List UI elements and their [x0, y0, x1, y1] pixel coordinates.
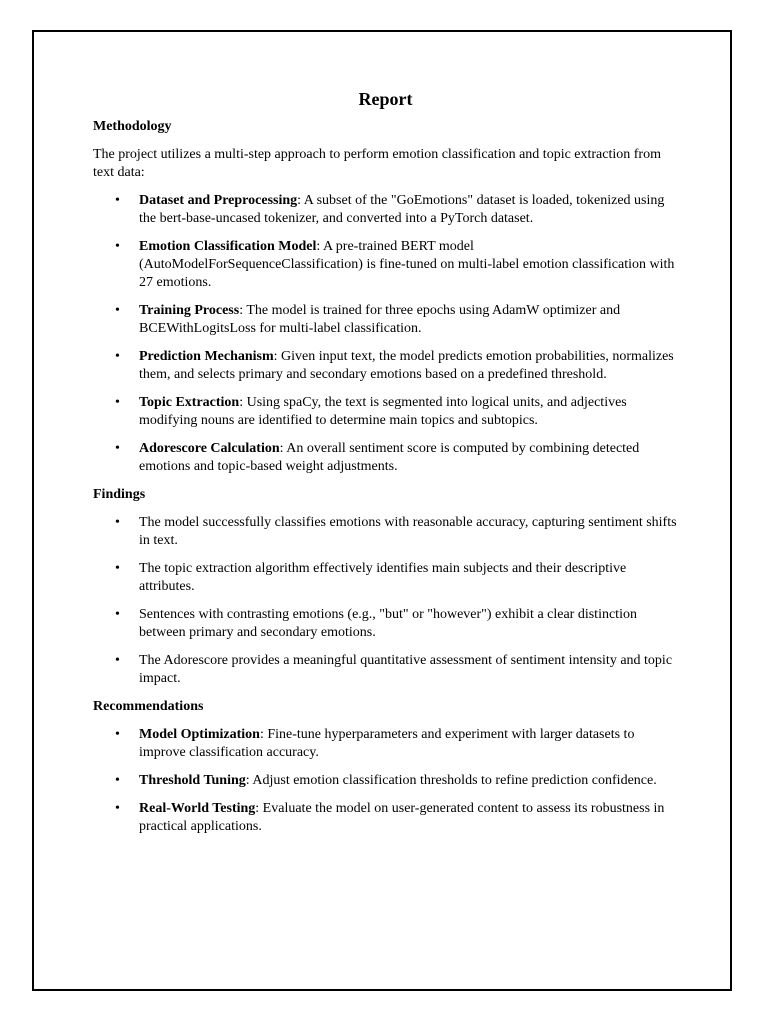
bullet-icon: • [115, 561, 120, 576]
item-text: The topic extraction algorithm effectively identifies main subjects and their descriptive attributes. [139, 561, 627, 594]
bullet-icon: • [115, 193, 120, 208]
bullet-icon: • [115, 303, 120, 318]
item-text: : Given input text, the model predicts emotion probabilities, normalizes them, and selects primary and secondary emotions based on a predefined threshold. [139, 349, 674, 382]
bullet-icon: • [115, 653, 120, 668]
list-item [93, 302, 678, 338]
bullet-icon: • [115, 239, 120, 254]
item-term: Model Optimization [139, 727, 260, 742]
list-item [93, 192, 678, 228]
bullet-icon: • [115, 727, 120, 742]
bullet-icon: • [115, 773, 120, 788]
list-item [93, 606, 678, 642]
bullet-icon: • [115, 441, 120, 456]
findings-list [93, 514, 678, 688]
item-text: : Adjust emotion classification thresholds to refine prediction confidence. [245, 773, 657, 788]
item-term: Emotion Classification Model [139, 239, 317, 254]
item-text: : Using spaCy, the text is segmented into logical units, and adjectives modifying nouns are identified to determine main topics and subtopics. [139, 395, 627, 428]
bullet-icon: • [115, 801, 120, 816]
bullet-icon: • [115, 349, 120, 364]
item-text: : Fine-tune hyperparameters and experiment with larger datasets to improve classification accuracy. [139, 727, 635, 760]
recommendations-list [93, 726, 678, 836]
findings-heading: Findings [93, 487, 146, 502]
item-term: Adorescore Calculation [139, 441, 280, 456]
list-item [93, 772, 678, 790]
item-term: Real-World Testing [139, 801, 256, 816]
report-content [93, 88, 678, 846]
item-term: Threshold Tuning [139, 773, 246, 788]
list-item [93, 560, 678, 596]
item-text: : A subset of the "GoEmotions" dataset is loaded, tokenized using the bert-base-uncased tokenizer, and converted into a PyTorch dataset. [139, 193, 665, 226]
list-item [93, 800, 678, 836]
item-text: The model successfully classifies emotions with reasonable accuracy, capturing sentiment shifts in text. [139, 515, 677, 548]
methodology-heading: Methodology [93, 119, 172, 134]
bullet-icon: • [115, 515, 120, 530]
list-item [93, 726, 678, 762]
list-item [93, 238, 678, 292]
item-text: The Adorescore provides a meaningful quantitative assessment of sentiment intensity and topic impact. [139, 653, 673, 686]
list-item [93, 652, 678, 688]
methodology-list [93, 192, 678, 476]
item-text: : A pre-trained BERT model (AutoModelForSequenceClassification) is fine-tuned on multi-label emotion classification with 27 emotions. [139, 239, 675, 290]
methodology-intro: The project utilizes a multi-step approach to perform emotion classification and topic extraction from text data: [93, 147, 661, 180]
item-term: Prediction Mechanism [139, 349, 274, 364]
item-term: Dataset and Preprocessing [139, 193, 298, 208]
item-text: : The model is trained for three epochs using AdamW optimizer and BCEWithLogitsLoss for multi-label classification. [139, 303, 621, 336]
item-text: : An overall sentiment score is computed by combining detected emotions and topic-based weight adjustments. [139, 441, 640, 474]
recommendations-heading: Recommendations [93, 699, 204, 714]
item-text: Sentences with contrasting emotions (e.g., "but" or "however") exhibit a clear distinction between primary and secondary emotions. [139, 607, 637, 640]
report-title: Report [358, 89, 413, 109]
list-item [93, 440, 678, 476]
item-term: Topic Extraction [139, 395, 240, 410]
bullet-icon: • [115, 607, 120, 622]
bullet-icon: • [115, 395, 120, 410]
list-item [93, 514, 678, 550]
list-item [93, 394, 678, 430]
list-item [93, 348, 678, 384]
item-text: : Evaluate the model on user-generated content to assess its robustness in practical applications. [139, 801, 665, 834]
item-term: Training Process [139, 303, 240, 318]
